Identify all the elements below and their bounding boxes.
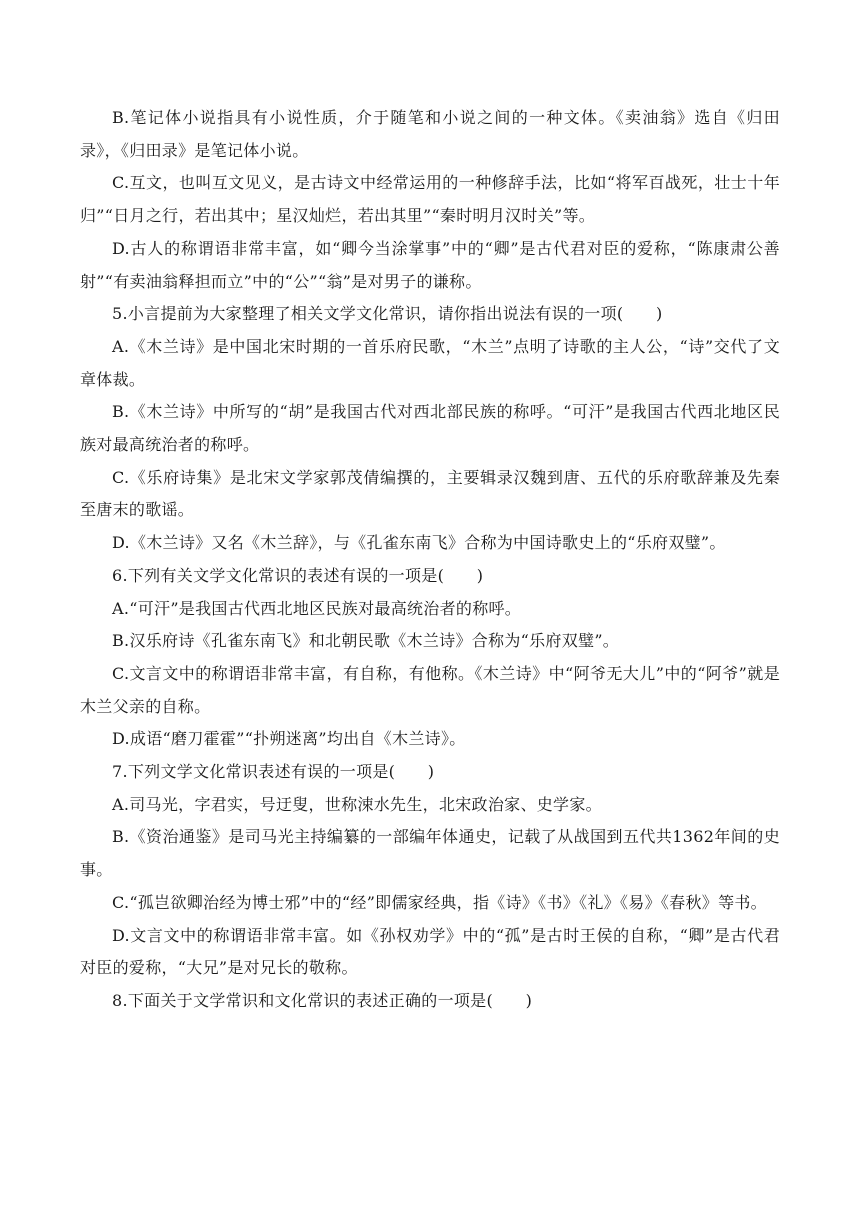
question-5-option-c: C.《乐府诗集》是北宋文学家郭茂倩编撰的，主要辑录汉魏到唐、五代的乐府歌辞兼及先秦至唐末的歌谣。 (80, 467, 780, 520)
question-6-option-a: A.“可汗”是我国古代西北地区民族对最高统治者的称呼。 (112, 598, 522, 618)
question-6-option-d: D.成语“磨刀霍霍”“扑朔迷离”均出自《木兰诗》。 (112, 729, 466, 749)
question-7-option-d: D.文言文中的称谓语非常丰富。如《孙权劝学》中的“孤”是古时王侯的自称，“卿”是古代君对臣的爱称，“大兄”是对兄长的敬称。 (80, 925, 780, 978)
paragraph-option-c-huwen: C.互文，也叫互文见义，是古诗文中经常运用的一种修辞手法，比如“将军百战死，壮士十年归”“日月之行，若出其中；星汉灿烂，若出其里”“秦时明月汉时关”等。 (80, 173, 780, 226)
question-5-option-a: A.《木兰诗》是中国北宋时期的一首乐府民歌，“木兰”点明了诗歌的主人公，“诗”交代了文章体裁。 (80, 336, 780, 389)
question-6-stem: 6.下列有关文学文化常识的表述有误的一项是( ) (112, 565, 484, 585)
question-6-option-b: B.汉乐府诗《孔雀东南飞》和北朝民歌《木兰诗》合称为“乐府双璧”。 (112, 631, 620, 651)
paragraph-option-d-appellations: D.古人的称谓语非常丰富，如“卿今当涂掌事”中的“卿”是古代君对臣的爱称，“陈康肃公善射”“有卖油翁释担而立”中的“公”“翁”是对男子的谦称。 (80, 238, 780, 291)
question-7-stem: 7.下列文学文化常识表述有误的一项是( ) (112, 762, 435, 782)
question-8-stem: 8.下面关于文学常识和文化常识的表述正确的一项是( ) (112, 990, 533, 1010)
question-7-option-a: A.司马光，字君实，号迂叟，世称涑水先生，北宋政治家、史学家。 (112, 794, 602, 814)
question-6-option-c: C.文言文中的称谓语非常丰富，有自称，有他称。《木兰诗》中“阿爷无大儿”中的“阿爷”就是木兰父亲的自称。 (80, 663, 780, 716)
question-5-option-d: D.《木兰诗》又名《木兰辞》，与《孔雀东南飞》合称为中国诗歌史上的“乐府双璧”。 (112, 533, 726, 553)
question-7-option-c: C.“孤岂欲卿治经为博士邪”中的“经”即儒家经典，指《诗》《书》《礼》《易》《春秋》等书。 (112, 892, 767, 912)
question-7-option-b: B.《资治通鉴》是司马光主持编纂的一部编年体通史，记载了从战国到五代共1362年间的史事。 (80, 827, 780, 880)
paragraph-option-b-notes-novel: B.笔记体小说指具有小说性质，介于随笔和小说之间的一种文体。《卖油翁》选自《归田录》，《归田录》是笔记体小说。 (80, 108, 780, 160)
question-5-stem: 5.小言提前为大家整理了相关文学文化常识，请你指出说法有误的一项( ) (112, 304, 663, 324)
question-5-option-b: B.《木兰诗》中所写的“胡”是我国古代对西北部民族的称呼。“可汗”是我国古代西北地区民族对最高统治者的称呼。 (80, 402, 780, 455)
document-body (80, 102, 780, 1018)
